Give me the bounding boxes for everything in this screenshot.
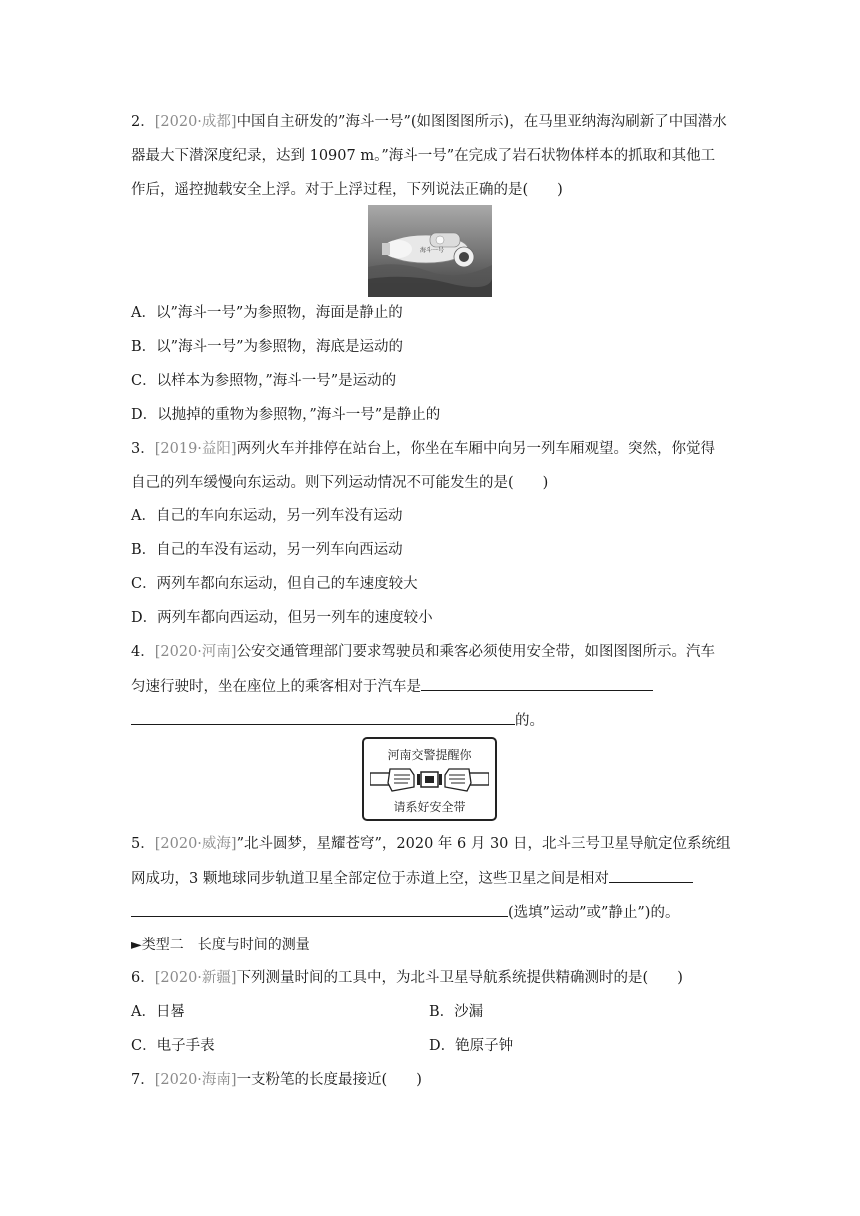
q7-number: 7． <box>131 1072 155 1088</box>
seatbelt-sign <box>362 737 497 821</box>
submarine-photo <box>368 205 492 297</box>
q2-option-d: D．以抛掉的重物为参照物，”海斗一号”是静止的 <box>131 407 441 423</box>
q7-text-1: 一支粉笔的长度最接近( ) <box>236 1072 422 1088</box>
q5-line3 <box>131 902 679 923</box>
q5-line2 <box>131 868 693 889</box>
q4-source: [2020·河南] <box>154 644 237 660</box>
q6-option-d: D．铯原子钟 <box>429 1038 514 1054</box>
triangle-marker-icon: ► <box>131 937 142 953</box>
q2-text-1: 中国自主研发的”海斗一号”(如图图图所示)，在马里亚纳海沟刷新了中国潜水 <box>236 114 727 130</box>
q4-line1 <box>131 642 715 662</box>
q3-line1 <box>131 439 715 459</box>
q3-number: 3． <box>131 441 155 457</box>
q5-number: 5． <box>131 836 155 852</box>
q6-line1 <box>131 968 683 988</box>
q4-text-2: 匀速行驶时，坐在座位上的乘客相对于汽车是 <box>131 679 421 695</box>
q5-source: [2020·威海] <box>154 836 237 852</box>
q7-source: [2020·海南] <box>154 1072 237 1088</box>
q2-option-a: A．以”海斗一号”为参照物，海面是静止的 <box>131 305 403 321</box>
q2-number: 2． <box>131 114 155 130</box>
q3-line2: 自己的列车缓慢向东运动。则下列运动情况不可能发生的是( ) <box>131 475 549 491</box>
q3-source: [2019·益阳] <box>154 441 237 457</box>
q5-text-3: (选填”运动”或”静止”)的。 <box>508 905 680 921</box>
q5-answer-blank-2[interactable] <box>131 902 508 917</box>
q6-option-c: C．电子手表 <box>131 1038 215 1054</box>
sign-top-text: 河南交警提醒你 <box>387 748 472 762</box>
q4-text-3: 的。 <box>515 713 544 729</box>
q2-source: [2020·成都] <box>154 114 237 130</box>
q3-option-c: C．两列车都向东运动，但自己的车速度较大 <box>131 576 418 592</box>
section-heading <box>131 935 310 955</box>
q6-option-b: B．沙漏 <box>429 1004 484 1020</box>
q4-number: 4． <box>131 644 155 660</box>
q5-text-1: ”北斗圆梦，星耀苍穹”，2020 年 6 月 30 日，北斗三号卫星导航定位系统组 <box>236 836 731 852</box>
q4-answer-blank-2[interactable] <box>131 710 515 725</box>
q2-line3: 作后，遥控抛载安全上浮。对于上浮过程，下列说法正确的是( ) <box>131 182 563 198</box>
q2-option-c: C．以样本为参照物，”海斗一号”是运动的 <box>131 373 397 389</box>
q4-text-1: 公安交通管理部门要求驾驶员和乘客必须使用安全带，如图图图所示。汽车 <box>236 644 716 660</box>
submarine-illustration <box>368 205 492 297</box>
seatbelt-buckle-icon <box>370 767 489 793</box>
submarine-label: 海斗一号 <box>420 247 445 254</box>
q4-line2 <box>131 676 653 697</box>
q5-text-2: 网成功，3 颗地球同步轨道卫星全部定位于赤道上空，这些卫星之间是相对 <box>131 871 609 887</box>
q6-number: 6． <box>131 970 155 986</box>
section-label: 类型二 长度与时间的测量 <box>141 937 310 953</box>
q3-option-b: B．自己的车没有运动，另一列车向西运动 <box>131 542 403 558</box>
q2-line1 <box>131 112 727 132</box>
q6-source: [2020·新疆] <box>154 970 237 986</box>
q3-option-a: A．自己的车向东运动，另一列车没有运动 <box>131 508 403 524</box>
q3-option-d: D．两列车都向西运动，但另一列车的速度较小 <box>131 610 433 626</box>
q2-line2: 器最大下潜深度纪录，达到 10907 m。”海斗一号”在完成了岩石状物体样本的抓取和其他工 <box>131 148 716 164</box>
q4-answer-blank-1[interactable] <box>421 676 653 691</box>
sign-bottom-text: 请系好安全带 <box>393 800 466 814</box>
q5-answer-blank-1[interactable] <box>609 868 693 883</box>
q3-text-1: 两列火车并排停在站台上，你坐在车厢中向另一列车厢观望。突然，你觉得 <box>236 441 716 457</box>
q5-line1 <box>131 834 731 854</box>
q6-text-1: 下列测量时间的工具中，为北斗卫星导航系统提供精确测时的是( ) <box>236 970 683 986</box>
q7-line1 <box>131 1070 422 1090</box>
q2-option-b: B．以”海斗一号”为参照物，海底是运动的 <box>131 339 403 355</box>
q6-option-a: A．日晷 <box>131 1004 185 1020</box>
q4-line3 <box>131 710 544 731</box>
